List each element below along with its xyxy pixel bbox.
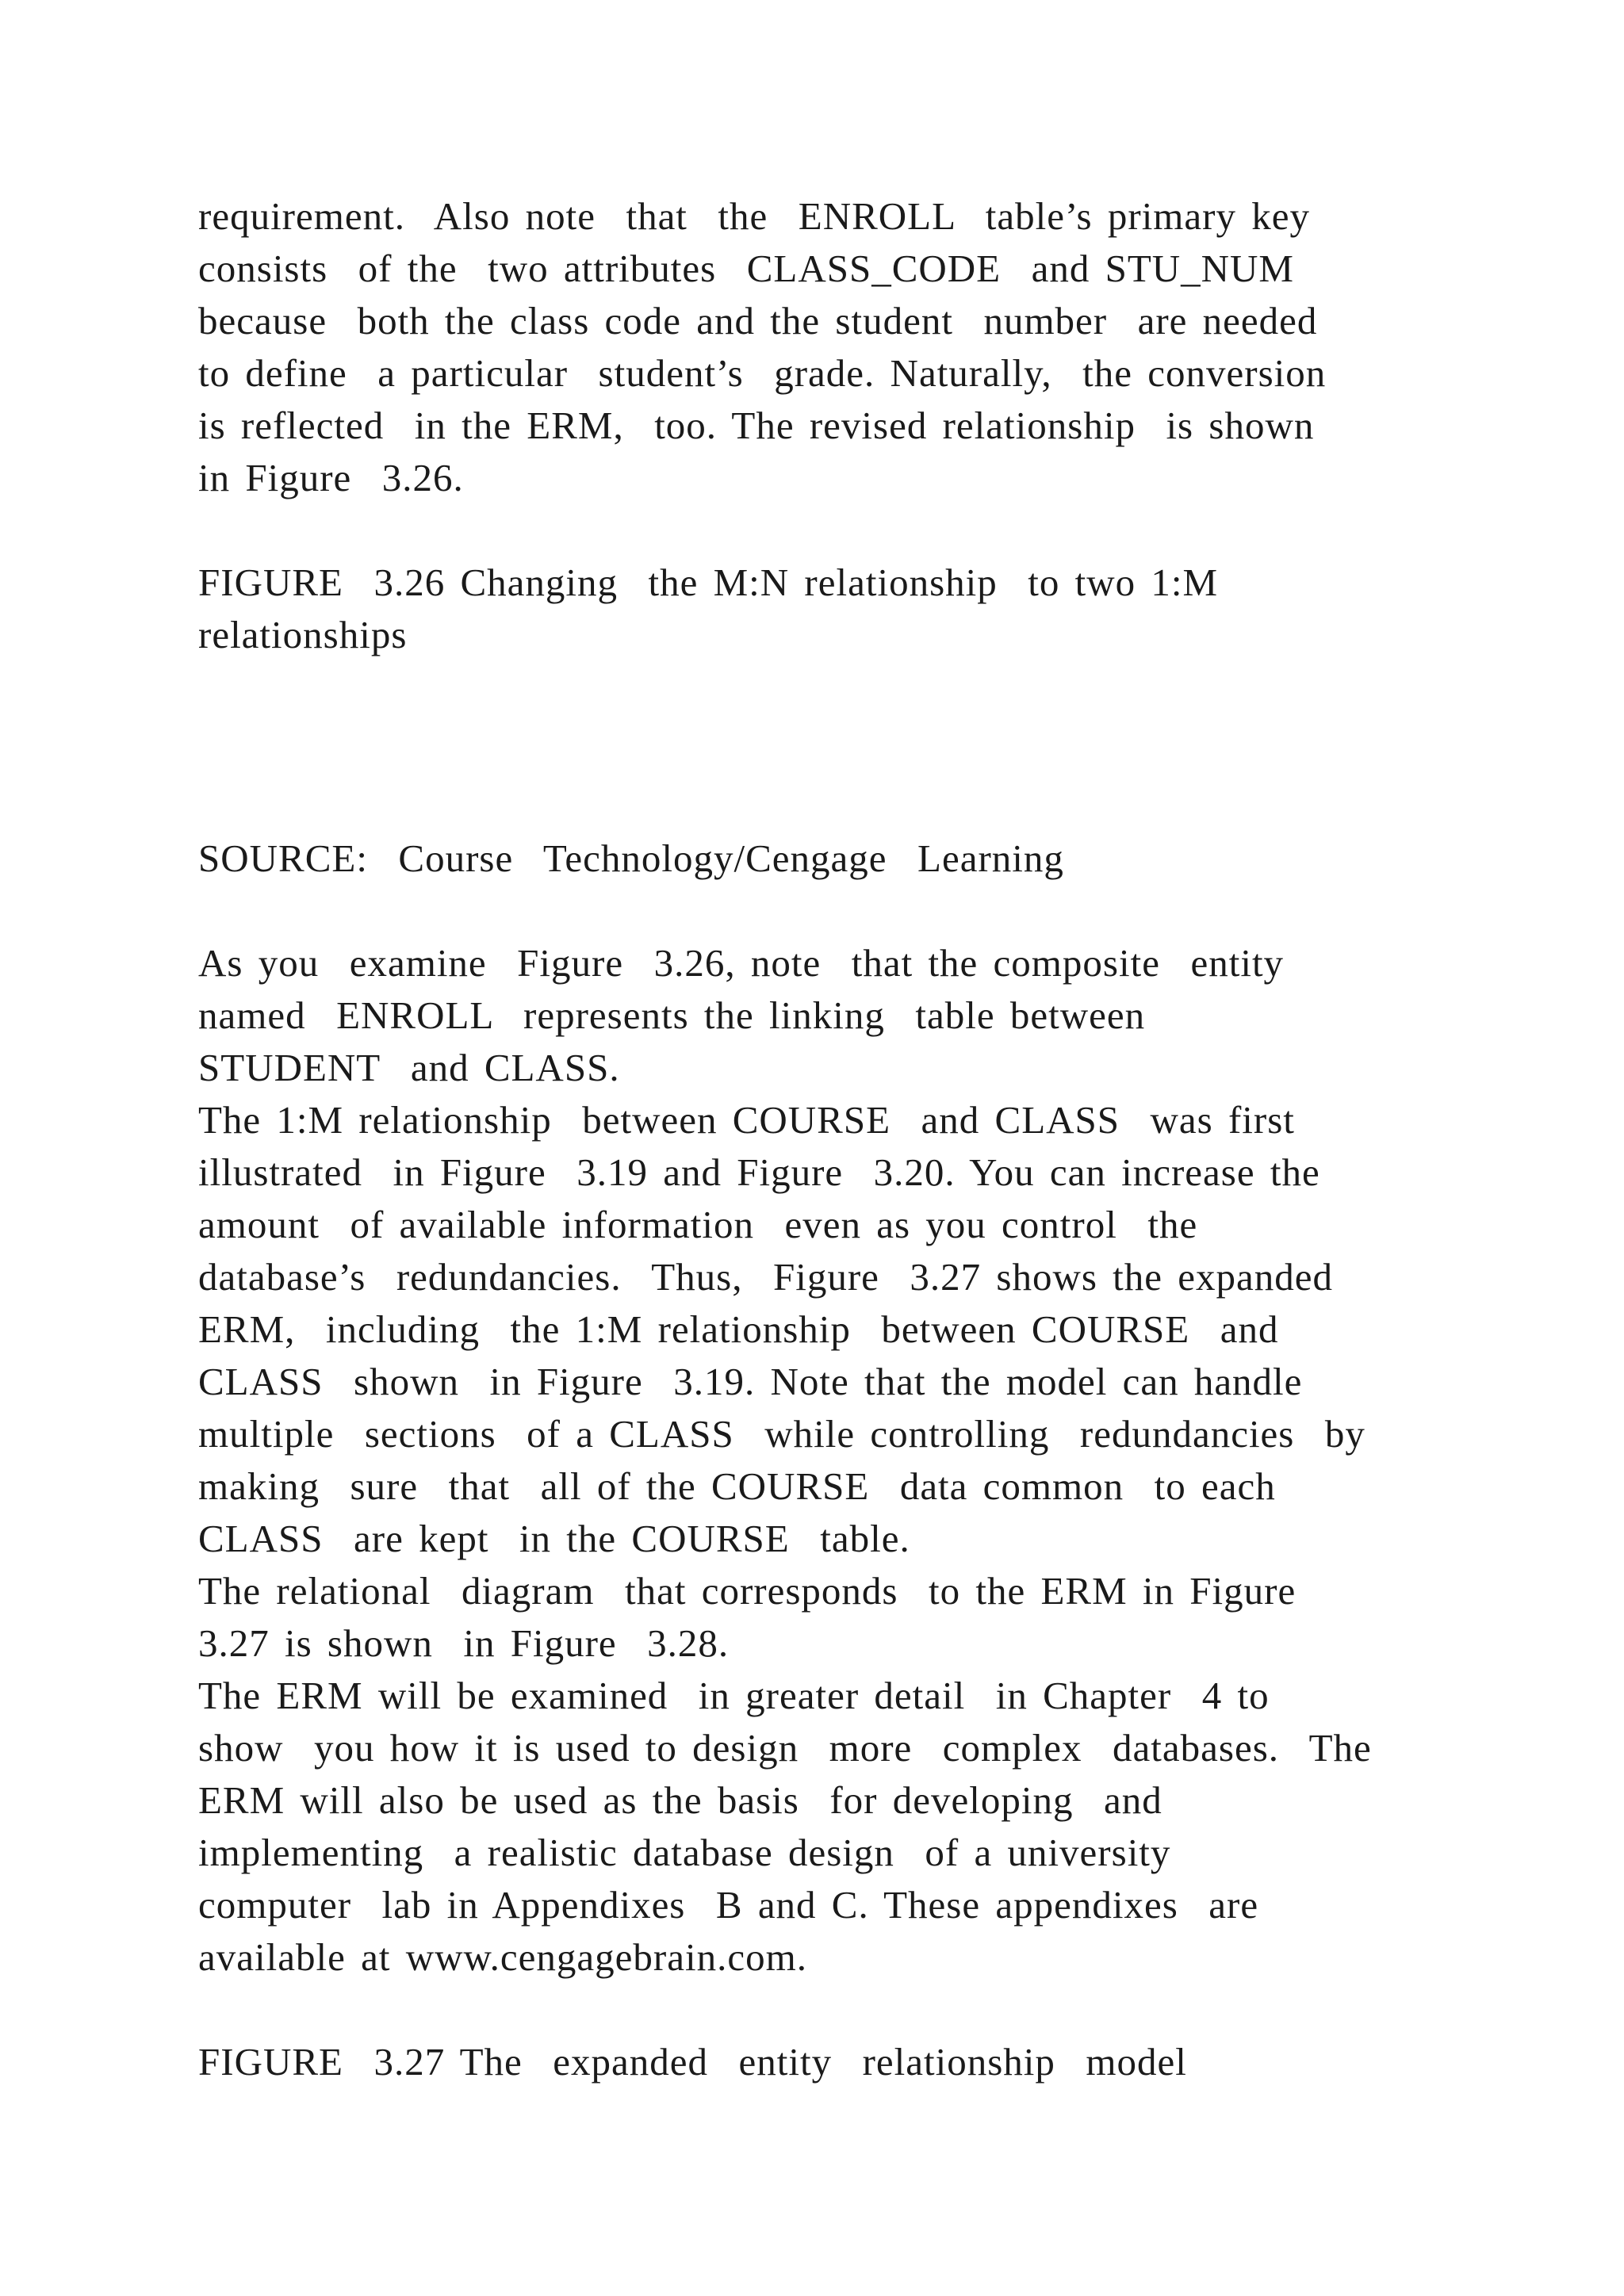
figure-3-27-caption: FIGURE 3.27 The expanded entity relationship model [198, 2040, 1187, 2084]
text-line: is reflected in the ERM, too. The revised relationship is shown [198, 404, 1315, 447]
text-line: show you how it is used to design more complex databases. The [198, 1726, 1372, 1770]
caption-line: relationships [198, 613, 408, 656]
spacer [198, 885, 1467, 937]
text-line: in Figure 3.26. [198, 456, 464, 499]
text-line: 3.27 is shown in Figure 3.28. [198, 1621, 730, 1665]
text-line: ERM will also be used as the basis for developing and [198, 1778, 1162, 1822]
text-line: CLASS shown in Figure 3.19. Note that the model can handle [198, 1360, 1303, 1403]
text-line: because both the class code and the student number are needed [198, 299, 1318, 342]
paragraph-requirement [198, 190, 1467, 504]
figure-3-26-caption [198, 557, 1467, 661]
source-line: SOURCE: Course Technology/Cengage Learning [198, 836, 1064, 880]
spacer [198, 504, 1467, 557]
text-line: implementing a realistic database design of a university [198, 1831, 1171, 1874]
text-line: CLASS are kept in the COURSE table. [198, 1517, 910, 1560]
text-line: database’s redundancies. Thus, Figure 3.27 shows the expanded [198, 1255, 1334, 1299]
text-line: named ENROLL represents the linking table between [198, 993, 1146, 1037]
spacer [198, 1984, 1467, 2036]
text-line: making sure that all of the COURSE data common to each [198, 1464, 1276, 1508]
text-line: The 1:M relationship between COURSE and CLASS was first [198, 1098, 1295, 1142]
text-line: ERM, including the 1:M relationship between COURSE and [198, 1307, 1279, 1351]
figure-placeholder-space [198, 661, 1467, 832]
text-line: to define a particular student’s grade. Naturally, the conversion [198, 351, 1327, 395]
text-line: multiple sections of a CLASS while controlling redundancies by [198, 1412, 1365, 1456]
document-page [198, 190, 1467, 2088]
paragraph-examine [198, 937, 1467, 1984]
text-line: The relational diagram that corresponds to the ERM in Figure [198, 1569, 1297, 1613]
caption-line: FIGURE 3.26 Changing the M:N relationship to two 1:M [198, 561, 1219, 604]
text-line: amount of available information even as you control the [198, 1203, 1198, 1246]
text-line: available at www.cengagebrain.com. [198, 1935, 807, 1979]
text-line: requirement. Also note that the ENROLL table’s primary key [198, 194, 1310, 238]
text-line: The ERM will be examined in greater detail in Chapter 4 to [198, 1674, 1270, 1717]
text-line: computer lab in Appendixes B and C. These appendixes are [198, 1883, 1259, 1927]
text-line: illustrated in Figure 3.19 and Figure 3.20. You can increase the [198, 1150, 1320, 1194]
text-line: consists of the two attributes CLASS_CODE and STU_NUM [198, 247, 1294, 290]
text-line: As you examine Figure 3.26, note that the composite entity [198, 941, 1285, 985]
text-line: STUDENT and CLASS. [198, 1046, 620, 1089]
